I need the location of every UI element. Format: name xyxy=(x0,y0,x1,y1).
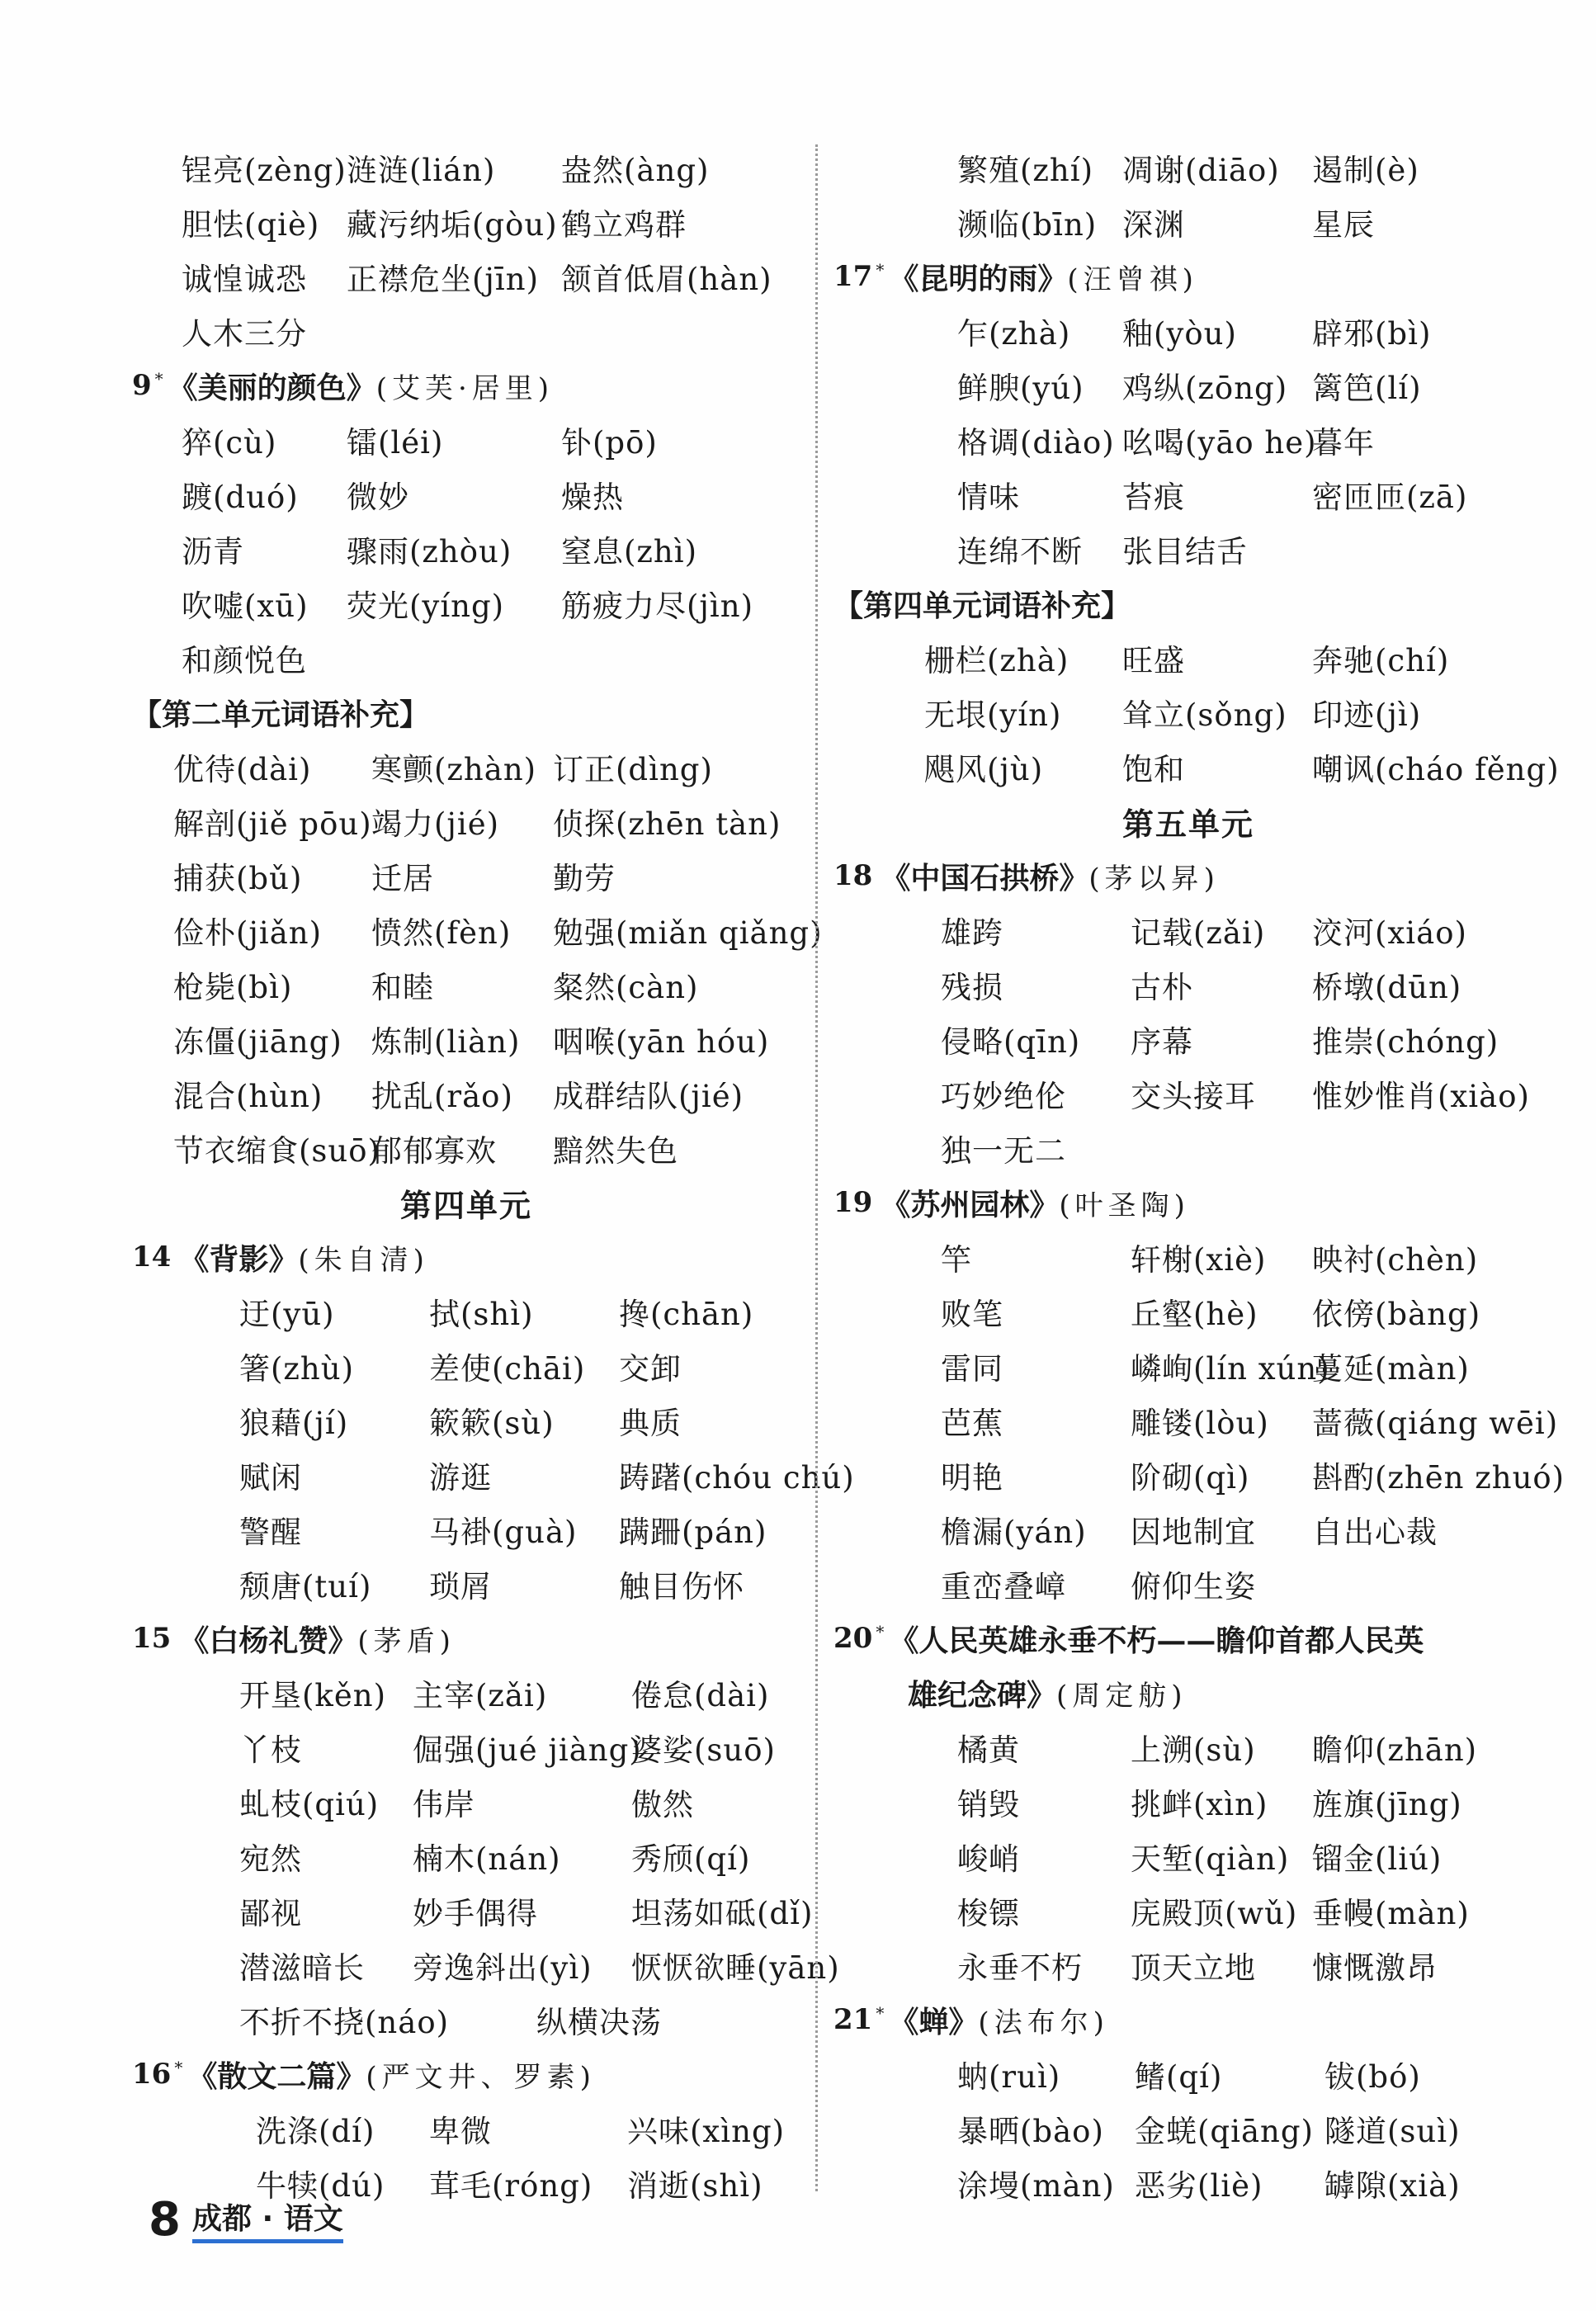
vocab-word: 镭(léi) xyxy=(347,425,444,461)
vocab-word: 锃亮(zèng) xyxy=(182,153,347,188)
vocab-word: 巧妙绝伦 xyxy=(941,1079,1066,1114)
lesson-number: 14 xyxy=(132,1241,172,1274)
vocab-word: 格调(diào) xyxy=(957,425,1115,461)
lesson-number: 20 xyxy=(833,1622,873,1655)
lesson-title: 《蝉》 xyxy=(889,2004,979,2039)
vocab-word: 俭朴(jiǎn) xyxy=(173,915,323,951)
vocab-row xyxy=(833,1502,1543,1557)
lesson-title: 《中国石拱桥》 xyxy=(881,860,1089,896)
vocab-word: 竿 xyxy=(941,1242,972,1278)
vocab-row xyxy=(833,1230,1543,1284)
vocab-word: 猝(cù) xyxy=(182,425,277,461)
unit-heading: 第五单元 xyxy=(1121,805,1254,843)
lesson-number: 16 xyxy=(132,2058,172,2091)
vocab-word: 拭(shì) xyxy=(429,1297,534,1332)
vocab-word: 游逛 xyxy=(429,1460,492,1496)
vocab-word: 恹恹欲睡(yān) xyxy=(631,1950,840,1986)
vocab-word: 潜滋暗长 xyxy=(239,1950,365,1986)
vocab-row xyxy=(132,1829,800,1883)
vocab-word: 挑衅(xìn) xyxy=(1131,1787,1268,1822)
vocab-word: 鄙视 xyxy=(239,1896,302,1931)
lesson-number: 9 xyxy=(132,369,152,402)
vocab-row xyxy=(833,304,1543,358)
lesson-heading xyxy=(833,1666,1543,1720)
vocab-word: 雕镂(lòu) xyxy=(1131,1406,1269,1441)
vocab-word: 桥墩(dūn) xyxy=(1312,970,1462,1005)
vocab-row xyxy=(132,1992,800,2047)
vocab-row xyxy=(132,304,800,358)
vocab-word: 无垠(yín) xyxy=(924,697,1062,733)
vocab-row xyxy=(833,358,1543,413)
vocab-word: 盎然(àng) xyxy=(561,153,710,188)
vocab-word: 坦荡如砥(dǐ) xyxy=(631,1896,814,1931)
vocab-word: 鲜腴(yú) xyxy=(957,371,1084,406)
vocab-word: 交头接耳 xyxy=(1131,1079,1256,1114)
vocab-word: 颓唐(tuí) xyxy=(239,1569,372,1604)
vocab-row xyxy=(833,1720,1543,1775)
page-footer xyxy=(149,2193,343,2247)
vocab-word: 诚惶诚恐 xyxy=(182,262,307,297)
lesson-author: (茅以昇) xyxy=(1088,862,1220,896)
vocab-word: 愤然(fèn) xyxy=(371,915,512,951)
vocab-row xyxy=(833,2101,1543,2156)
lesson-title: 《苏州园林》 xyxy=(881,1187,1060,1222)
vocab-word: 印迹(jì) xyxy=(1312,697,1422,733)
vocab-word: 粲然(càn) xyxy=(553,970,699,1005)
vocab-word: 人木三分 xyxy=(182,316,307,352)
vocab-row xyxy=(833,1448,1565,1502)
vocab-word: 辟邪(bì) xyxy=(1312,316,1432,352)
right-column xyxy=(833,140,1565,2210)
vocab-row xyxy=(132,740,800,794)
vocab-word: 橘黄 xyxy=(957,1732,1020,1768)
vocab-word: 婆娑(suō) xyxy=(631,1732,776,1768)
vocab-row xyxy=(132,631,800,685)
lesson-author: (叶圣陶) xyxy=(1059,1189,1190,1222)
self-study-star: * xyxy=(876,2003,885,2023)
vocab-word: 丫枝 xyxy=(239,1732,302,1768)
vocab-word: 赋闲 xyxy=(239,1460,302,1496)
vocab-word: 黯然失色 xyxy=(553,1133,678,1169)
vocab-word: 密匝匝(zā) xyxy=(1312,480,1468,515)
vocab-word: 垂幔(màn) xyxy=(1312,1896,1470,1931)
vocab-row xyxy=(833,1339,1543,1393)
vocab-word: 竭力(jié) xyxy=(371,806,500,842)
vocab-word: 明艳 xyxy=(941,1460,1003,1496)
vocab-word: 张目结舌 xyxy=(1122,534,1248,569)
vocab-word: 重峦叠嶂 xyxy=(941,1569,1066,1604)
vocab-word: 踱(duó) xyxy=(182,480,299,515)
self-study-star: * xyxy=(876,1622,885,1642)
vocab-row xyxy=(132,1666,800,1720)
vocab-word: 篱笆(lí) xyxy=(1312,371,1422,406)
vocab-word: 惟妙惟肖(xiào) xyxy=(1312,1079,1530,1114)
vocab-row xyxy=(833,1393,1559,1448)
vocab-word: 吆喝(yāo he) xyxy=(1122,425,1317,461)
lesson-title: 雄纪念碑》 xyxy=(908,1677,1057,1713)
lesson-heading xyxy=(833,249,1543,304)
vocab-word: 吹嘘(xū) xyxy=(182,588,309,624)
vocab-word: 妙手偶得 xyxy=(413,1896,538,1931)
vocab-word: 消逝(shì) xyxy=(627,2168,763,2204)
lesson-title: 《美丽的颜色》 xyxy=(168,370,376,405)
vocab-row xyxy=(132,1393,800,1448)
vocab-word: 涟涟(lián) xyxy=(347,153,496,188)
vocab-word: 蹒跚(pán) xyxy=(619,1515,767,1550)
vocab-word: 纵横决荡 xyxy=(536,2005,662,2040)
vocab-word: 搀(chān) xyxy=(619,1297,754,1332)
vocab-word: 嘲讽(cháo fěng) xyxy=(1312,752,1560,787)
vocab-row xyxy=(132,413,800,467)
lesson-author: (法布尔) xyxy=(978,2006,1109,2039)
vocab-word: 咽喉(yān hóu) xyxy=(553,1024,770,1060)
vocab-word: 狼藉(jí) xyxy=(239,1406,349,1441)
supplement-heading: 【第二单元词语补充】 xyxy=(132,697,430,732)
vocab-word: 兴味(xìng) xyxy=(627,2114,786,2149)
vocab-word: 自出心裁 xyxy=(1312,1515,1438,1550)
vocab-row xyxy=(833,522,1543,576)
lesson-author: (茅盾) xyxy=(357,1624,456,1658)
vocab-word: 蔓延(màn) xyxy=(1312,1351,1470,1387)
vocab-word: 繁殖(zhí) xyxy=(957,153,1094,188)
lesson-number: 15 xyxy=(132,1622,172,1655)
vocab-row xyxy=(833,1557,1543,1611)
vocab-row xyxy=(132,249,800,304)
vocab-row xyxy=(132,467,800,522)
vocab-row xyxy=(833,1121,1543,1175)
vocab-word: 旁逸斜出(yì) xyxy=(413,1950,593,1986)
lesson-heading xyxy=(833,1611,1543,1666)
vocab-word: 簌簌(sù) xyxy=(429,1406,555,1441)
vocab-row xyxy=(132,848,800,903)
vocab-word: 旺盛 xyxy=(1122,643,1185,678)
vocab-word: 侦探(zhēn tàn) xyxy=(553,806,781,842)
vocab-word: 隧道(suì) xyxy=(1324,2114,1461,2149)
vocab-word: 窒息(zhì) xyxy=(561,534,698,569)
vocab-word: 销毁 xyxy=(957,1787,1020,1822)
vocab-word: 倦怠(dài) xyxy=(631,1678,770,1713)
lesson-heading xyxy=(833,1175,1543,1230)
vocab-row xyxy=(132,1012,800,1066)
vocab-word: 牛犊(dú) xyxy=(256,2168,385,2204)
vocab-word: 乍(zhà) xyxy=(957,316,1071,352)
vocab-word: 鸡纵(zōng) xyxy=(1122,371,1288,406)
vocab-word: 斟酌(zhēn zhuó) xyxy=(1312,1460,1565,1496)
vocab-row xyxy=(833,1938,1543,1992)
vocab-row xyxy=(132,1121,800,1175)
vocab-word: 连绵不断 xyxy=(957,534,1083,569)
vocab-word: 迂(yū) xyxy=(239,1297,335,1332)
vocab-word: 暮年 xyxy=(1312,425,1375,461)
vocab-word: 败笔 xyxy=(941,1297,1003,1332)
vocab-row xyxy=(132,794,800,848)
vocab-word: 慷慨激昂 xyxy=(1312,1950,1438,1986)
vocab-word: 依傍(bàng) xyxy=(1312,1297,1481,1332)
vocab-row xyxy=(833,1829,1543,1883)
vocab-row xyxy=(132,1883,814,1938)
vocab-word: 记载(zǎi) xyxy=(1131,915,1266,951)
lesson-heading xyxy=(132,1230,800,1284)
lesson-title: 《昆明的雨》 xyxy=(889,261,1068,296)
lesson-number: 19 xyxy=(833,1186,873,1219)
vocab-word: 钋(pō) xyxy=(561,425,658,461)
vocab-word: 节衣缩食(suō) xyxy=(173,1133,380,1169)
vocab-word: 傲然 xyxy=(631,1787,694,1822)
vocab-row xyxy=(132,140,800,195)
vocab-word: 琐屑 xyxy=(429,1569,492,1604)
vocab-word: 遏制(è) xyxy=(1312,153,1419,188)
vocab-word: 正襟危坐(jīn) xyxy=(347,262,540,297)
vocab-row xyxy=(833,1012,1543,1066)
vocab-word: 嶙峋(lín xún) xyxy=(1131,1351,1330,1387)
vocab-row xyxy=(132,1720,800,1775)
lesson-heading xyxy=(132,2047,800,2101)
vocab-word: 濒临(bīn) xyxy=(957,207,1098,243)
vocab-word: 雷同 xyxy=(941,1351,1003,1387)
vocab-word: 洨河(xiáo) xyxy=(1312,915,1467,951)
vocab-row xyxy=(132,1557,800,1611)
vocab-word: 和睦 xyxy=(371,970,434,1005)
vocab-word: 炼制(liàn) xyxy=(371,1024,521,1060)
vocab-row xyxy=(833,903,1543,957)
vocab-row xyxy=(132,2101,800,2156)
vocab-row xyxy=(132,1448,855,1502)
vocab-word: 轩榭(xiè) xyxy=(1131,1242,1267,1278)
vocab-word: 映衬(chèn) xyxy=(1312,1242,1479,1278)
vocab-word: 茸毛(róng) xyxy=(429,2168,593,2204)
lesson-author: (周定舫) xyxy=(1056,1679,1188,1713)
page-number: 8 xyxy=(149,2193,181,2247)
vocab-row xyxy=(833,631,1543,685)
vocab-word: 混合(hùn) xyxy=(173,1079,323,1114)
vocab-word: 倔强(jué jiàng) xyxy=(413,1732,642,1768)
vocab-word: 罅隙(xià) xyxy=(1324,2168,1461,2204)
vocab-word: 典质 xyxy=(619,1406,682,1441)
vocab-word: 耸立(sǒng) xyxy=(1122,697,1287,733)
vocab-word: 凋谢(diāo) xyxy=(1122,153,1280,188)
vocab-word: 马褂(guà) xyxy=(429,1515,578,1550)
lesson-heading xyxy=(833,1992,1543,2047)
vocab-word: 寒颤(zhàn) xyxy=(371,752,537,787)
vocab-row xyxy=(132,1339,800,1393)
vocab-word: 鹤立鸡群 xyxy=(561,207,687,243)
vocab-word: 燥热 xyxy=(561,480,624,515)
vocab-row xyxy=(132,957,800,1012)
vocab-row xyxy=(132,1775,800,1829)
vocab-word: 卑微 xyxy=(429,2114,492,2149)
vocab-word: 梭镖 xyxy=(957,1896,1020,1931)
footer-label: 成都 · 语文 xyxy=(192,2205,343,2243)
vocab-row xyxy=(132,1938,840,1992)
vocab-word: 秀颀(qí) xyxy=(631,1841,751,1877)
vocab-word: 釉(yòu) xyxy=(1122,316,1237,352)
vocab-row xyxy=(833,195,1543,249)
vocab-word: 丘壑(hè) xyxy=(1131,1297,1258,1332)
lesson-heading xyxy=(132,358,800,413)
vocab-row xyxy=(833,140,1543,195)
lesson-heading xyxy=(833,848,1543,903)
vocab-word: 侵略(qīn) xyxy=(941,1024,1081,1060)
vocab-row xyxy=(132,195,800,249)
self-study-star: * xyxy=(154,369,163,389)
vocab-word: 箸(zhù) xyxy=(239,1351,355,1387)
vocab-word: 差使(chāi) xyxy=(429,1351,586,1387)
vocab-word: 独一无二 xyxy=(941,1133,1066,1169)
vocab-word: 鳍(qí) xyxy=(1135,2059,1223,2095)
vocab-row xyxy=(833,957,1543,1012)
vocab-word: 芭蕉 xyxy=(941,1406,1003,1441)
vocab-word: 颔首低眉(hàn) xyxy=(561,262,772,297)
vocab-row xyxy=(833,1883,1543,1938)
self-study-star: * xyxy=(876,260,885,280)
vocab-word: 俯仰生姿 xyxy=(1131,1569,1256,1604)
vocab-row xyxy=(132,1066,800,1121)
vocab-word: 饱和 xyxy=(1122,752,1185,787)
vocab-word: 情味 xyxy=(957,480,1020,515)
vocab-word: 触目伤怀 xyxy=(619,1569,744,1604)
vocab-row xyxy=(132,1284,800,1339)
lesson-heading xyxy=(132,1611,800,1666)
vocab-word: 暴晒(bào) xyxy=(957,2114,1104,2149)
vocab-word: 主宰(zǎi) xyxy=(413,1678,548,1713)
supplement-heading: 【第四单元词语补充】 xyxy=(833,588,1131,623)
lesson-author: (朱自清) xyxy=(298,1243,429,1277)
vocab-word: 不折不挠(náo) xyxy=(239,2005,450,2040)
vocab-word: 枪毙(bì) xyxy=(173,970,293,1005)
vocab-word: 宛然 xyxy=(239,1841,302,1877)
vocab-word: 优待(dài) xyxy=(173,752,312,787)
lesson-author: (严文井、罗素) xyxy=(366,2060,596,2094)
vocab-row xyxy=(833,1284,1543,1339)
vocab-word: 星辰 xyxy=(1312,207,1375,243)
vocab-row xyxy=(833,740,1560,794)
vocab-word: 序幕 xyxy=(1131,1024,1193,1060)
vocab-word: 荧光(yíng) xyxy=(347,588,505,624)
vocab-word: 迁居 xyxy=(371,861,434,896)
vocab-word: 瞻仰(zhān) xyxy=(1312,1732,1478,1768)
vocab-word: 雄跨 xyxy=(941,915,1003,951)
lesson-title: 《人民英雄永垂不朽——瞻仰首都人民英 xyxy=(889,1623,1424,1658)
vocab-word: 伟岸 xyxy=(413,1787,475,1822)
vocab-word: 顶天立地 xyxy=(1131,1950,1256,1986)
vocab-word: 勉强(miǎn qiǎng) xyxy=(553,915,823,951)
vocab-word: 阶砌(qì) xyxy=(1131,1460,1250,1496)
vocab-word: 蚋(ruì) xyxy=(957,2059,1061,2095)
vocab-row xyxy=(132,903,823,957)
vocab-word: 金蜣(qiāng) xyxy=(1135,2114,1314,2149)
vocab-word: 楠木(nán) xyxy=(413,1841,561,1877)
lesson-title: 《散文二篇》 xyxy=(187,2058,366,2094)
vocab-word: 旌旗(jīng) xyxy=(1312,1787,1462,1822)
vocab-word: 奔驰(chí) xyxy=(1312,643,1450,678)
vocab-word: 解剖(jiě pōu) xyxy=(173,806,372,842)
vocab-word: 推崇(chóng) xyxy=(1312,1024,1499,1060)
vocab-word: 成群结队(jié) xyxy=(553,1079,744,1114)
vocab-word: 开垦(kěn) xyxy=(239,1678,387,1713)
vocab-row xyxy=(833,2047,1543,2101)
vocab-word: 镏金(liú) xyxy=(1312,1841,1443,1877)
vocab-word: 涂墁(màn) xyxy=(957,2168,1115,2204)
lesson-author: (艾芙·居里) xyxy=(375,371,555,405)
vocab-word: 古朴 xyxy=(1131,970,1193,1005)
vocab-word: 上溯(sù) xyxy=(1131,1732,1256,1768)
vocab-word: 郁郁寡欢 xyxy=(371,1133,497,1169)
vocab-word: 骤雨(zhòu) xyxy=(347,534,512,569)
vocab-word: 檐漏(yán) xyxy=(941,1515,1087,1550)
vocab-word: 冻僵(jiāng) xyxy=(173,1024,342,1060)
vocab-word: 永垂不朽 xyxy=(957,1950,1083,1986)
vocab-word: 胆怯(qiè) xyxy=(182,207,320,243)
lesson-author: (汪曾祺) xyxy=(1067,262,1198,296)
vocab-word: 飓风(jù) xyxy=(924,752,1044,787)
vocab-word: 捕获(bǔ) xyxy=(173,861,303,896)
lesson-number: 21 xyxy=(833,2003,873,2036)
vocab-word: 残损 xyxy=(941,970,1003,1005)
lesson-number: 17 xyxy=(833,260,873,293)
vocab-row xyxy=(833,1775,1543,1829)
vocab-row xyxy=(833,413,1543,467)
vocab-row xyxy=(833,1066,1543,1121)
vocab-word: 蔷薇(qiáng wēi) xyxy=(1312,1406,1559,1441)
vocab-word: 警醒 xyxy=(239,1515,302,1550)
vocab-word: 踌躇(chóu chú) xyxy=(619,1460,855,1496)
vocab-word: 藏污纳垢(gòu) xyxy=(347,207,558,243)
column-divider xyxy=(815,144,818,2191)
vocab-word: 钹(bó) xyxy=(1324,2059,1421,2095)
lesson-title: 《背影》 xyxy=(179,1241,299,1277)
vocab-word: 微妙 xyxy=(347,480,409,515)
vocab-word: 订正(dìng) xyxy=(553,752,713,787)
vocab-row xyxy=(833,467,1543,522)
vocab-word: 庑殿顶(wǔ) xyxy=(1131,1896,1298,1931)
vocab-row xyxy=(833,2156,1543,2210)
unit-heading: 第四单元 xyxy=(399,1186,532,1224)
vocab-word: 恶劣(liè) xyxy=(1135,2168,1263,2204)
vocab-word: 峻峭 xyxy=(957,1841,1020,1877)
lesson-number: 18 xyxy=(833,859,873,892)
vocab-word: 勤劳 xyxy=(553,861,616,896)
vocab-word: 因地制宜 xyxy=(1131,1515,1256,1550)
vocab-word: 扰乱(rǎo) xyxy=(371,1079,513,1114)
vocab-word: 筋疲力尽(jìn) xyxy=(561,588,754,624)
vocab-word: 交卸 xyxy=(619,1351,682,1387)
vocab-row xyxy=(132,1502,800,1557)
vocab-word: 沥青 xyxy=(182,534,244,569)
vocab-word: 洗涤(dí) xyxy=(256,2114,375,2149)
vocab-word: 虬枝(qiú) xyxy=(239,1787,380,1822)
self-study-star: * xyxy=(174,2058,183,2077)
vocab-row xyxy=(132,576,800,631)
vocab-word: 和颜悦色 xyxy=(182,643,307,678)
vocab-word: 苔痕 xyxy=(1122,480,1185,515)
vocab-word: 深渊 xyxy=(1122,207,1185,243)
vocab-row xyxy=(132,522,800,576)
lesson-title: 《白杨礼赞》 xyxy=(179,1623,358,1658)
vocab-word: 天堑(qiàn) xyxy=(1131,1841,1290,1877)
vocab-row xyxy=(833,685,1543,740)
vocab-word: 栅栏(zhà) xyxy=(924,643,1070,678)
